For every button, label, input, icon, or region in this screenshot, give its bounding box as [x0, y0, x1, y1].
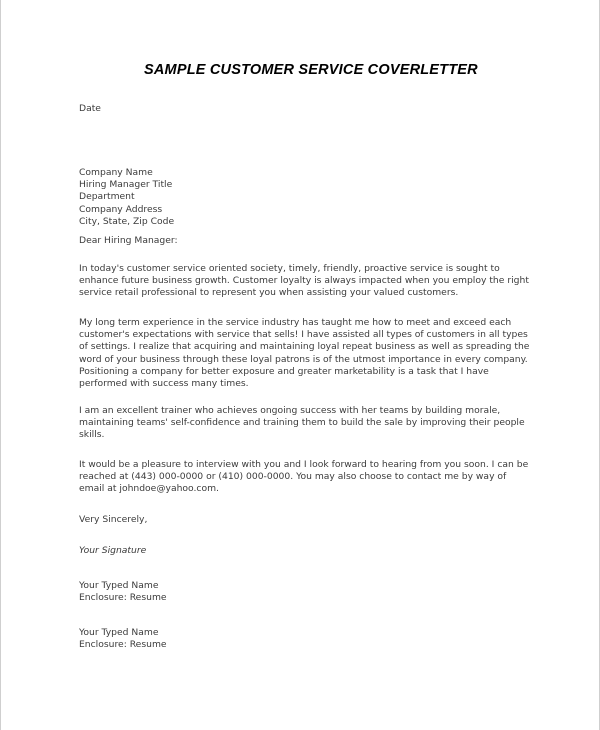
date-label: Date	[79, 103, 101, 114]
paragraph-text: It would be a pleasure to interview with you and I look forward to hearing from you soon. I can be reached at (443) 000-0000 or (410) 000-0000. You may also choose to contact me by way of email at johndoe@yahoo.com.	[79, 459, 529, 495]
recipient-address-block	[79, 167, 379, 228]
body-paragraph-3	[79, 405, 534, 442]
typed-name-block-2	[79, 627, 379, 651]
recipient-department: Department	[79, 191, 135, 203]
typed-name: Your Typed Name	[79, 580, 159, 591]
typed-name-block-1	[79, 580, 379, 604]
paragraph-text: My long term experience in the service industry has taught me how to meet and exceed each customer's expectations with service that sells! I have assisted all types of customers in all types of settings. I realize that acquiring and maintaining loyal repeat business as well as spreading the word of your business through these loyal patrons is of the utmost importance in every company. Positioning a company for better exposure and greater marketability is a task that I have performed with success many times.	[79, 317, 530, 390]
closing-text: Very Sincerely,	[79, 514, 148, 525]
recipient-company-address: Company Address	[79, 203, 163, 215]
recipient-city-state-zip: City, State, Zip Code	[79, 215, 175, 227]
enclosure-line: Enclosure: Resume	[79, 592, 167, 604]
paragraph-text: In today's customer service oriented society, timely, friendly, proactive service is sought to enhance future business growth. Customer loyalty is always impacted when you employ the right service retail professional to represent you when assisting your valued customers.	[79, 263, 529, 299]
salutation-text: Dear Hiring Manager:	[79, 235, 178, 246]
closing-line	[79, 514, 379, 526]
typed-name: Your Typed Name	[79, 627, 159, 638]
enclosure-line: Enclosure: Resume	[79, 639, 167, 651]
recipient-manager-title: Hiring Manager Title	[79, 179, 173, 191]
signature-block	[79, 545, 379, 557]
body-paragraph-2	[79, 317, 534, 390]
date-block	[79, 103, 379, 115]
recipient-company-name: Company Name	[79, 167, 153, 178]
body-paragraph-4-contact	[79, 459, 534, 496]
paragraph-text: I am an excellent trainer who achieves ongoing success with her teams by building morale, maintaining teams' self-confidence and training them to build the sale by improving their people skills.	[79, 405, 525, 441]
body-paragraph-1	[79, 263, 534, 300]
salutation-line	[79, 235, 379, 247]
page-title: SAMPLE CUSTOMER SERVICE COVERLETTER	[144, 62, 478, 78]
signature-placeholder: Your Signature	[79, 545, 147, 556]
